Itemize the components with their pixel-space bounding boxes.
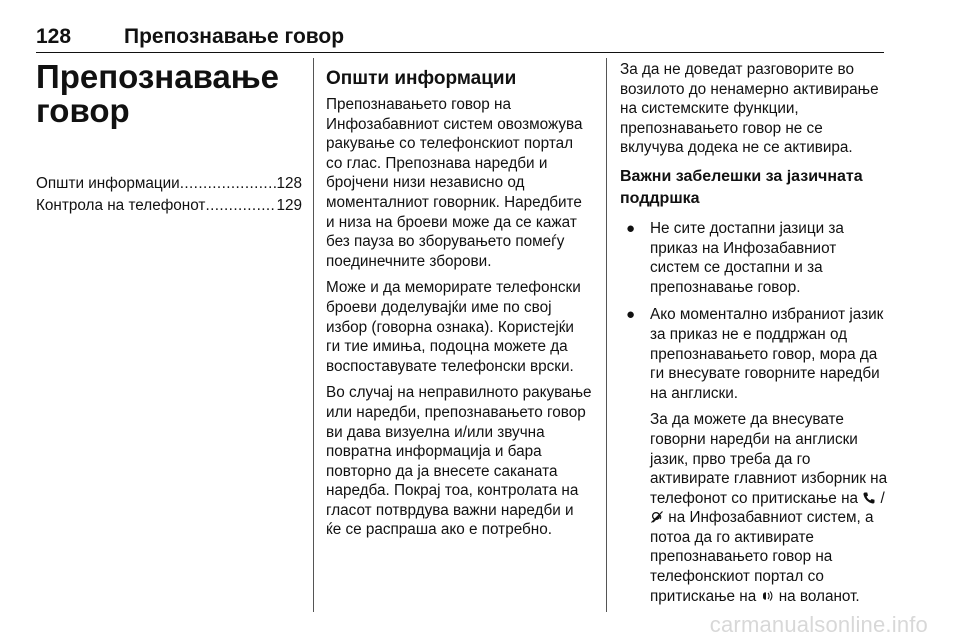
- toc-entry[interactable]: [36, 195, 302, 217]
- sub-text: За да можете да внесувате говорни наредби на англиски јазик, прво треба да го активирате главниот изборник на телефонот со притискање на: [650, 411, 888, 507]
- icon-separator: /: [880, 489, 885, 507]
- header-title: Препознавање говор: [124, 25, 345, 48]
- chapter-title: Препознавање говор: [36, 58, 280, 129]
- section-heading: Општи информации: [326, 68, 517, 89]
- paragraph: Може и да меморирате телефонски броеви доделувајќи име по свој избор (говорна ознака). Користејќи ги тие имиња, подоцна можете да воспоставувате телефонски врски.: [326, 279, 581, 375]
- toc-entry-title: Општи информации: [36, 175, 180, 192]
- paragraph: Во случај на неправилното ракување или наредби, препознавањето говор ви дава визуелна и/или звучна повратна информација и бара повторно да ја внесете саканата наредба. Покрај тоа, контролата на гласот потврдува важни наредби и ќе се распраша ако е потребно.: [326, 384, 592, 539]
- sub-text: на Инфозабавниот систем, а потоа да го активирате препознавањето говор на телефонскиот портал со притискање на: [650, 509, 874, 605]
- toc-column: [36, 60, 302, 217]
- bullet-icon: ●: [626, 219, 636, 237]
- bullet-icon: ●: [626, 306, 636, 324]
- toc-entry-page: 128: [276, 175, 302, 192]
- notes-list: [620, 219, 888, 606]
- paragraph: За да не доведат разговорите во возилото до ненамерно активирање на системските функции, препознавањето говор не се вклучува додека не се активира.: [620, 61, 879, 157]
- page-number: 128: [36, 25, 72, 48]
- language-notes-column: [620, 60, 888, 614]
- list-item-text: Ако моментално избраниот јазик за приказ не е поддржан од препознавањето говор, мора да ги внесувате говорните наредби на англиски.: [650, 306, 884, 402]
- toc-leader: [205, 195, 276, 217]
- toc-leader: [180, 173, 277, 195]
- toc-entry-page: 129: [276, 197, 302, 214]
- list-item: [620, 305, 888, 606]
- steering-voice-icon: [760, 589, 774, 603]
- sub-text: на воланот.: [778, 587, 860, 605]
- voice-mute-icon: [650, 510, 664, 524]
- watermark: carmanualsonline.info: [709, 612, 928, 637]
- list-item: [620, 219, 888, 297]
- column-divider-2: [606, 58, 607, 612]
- list-item-subparagraph: [650, 410, 888, 606]
- phone-icon: [862, 491, 876, 505]
- column-divider-1: [313, 58, 314, 612]
- notes-heading: Важни забелешки за јазичната поддршка: [620, 167, 863, 207]
- toc-entry-title: Контрола на телефонот: [36, 197, 206, 214]
- list-item-text: Не сите достапни јазици за приказ на Инфозабавниот систем се достапни и за препознавање говор.: [650, 219, 844, 296]
- toc-entry[interactable]: [36, 173, 302, 195]
- paragraph: Препознавањето говор на Инфозабавниот систем овозможува ракување со телефонскиот портал со глас. Препознава наредби и бројчени низи независно од моменталниот говорник. Наредбите и низа на броеви може да се кажат без пауза во зборувањето помеѓу поединечните зборови.: [326, 96, 583, 270]
- page-header: [36, 22, 884, 53]
- general-info-column: [326, 60, 592, 547]
